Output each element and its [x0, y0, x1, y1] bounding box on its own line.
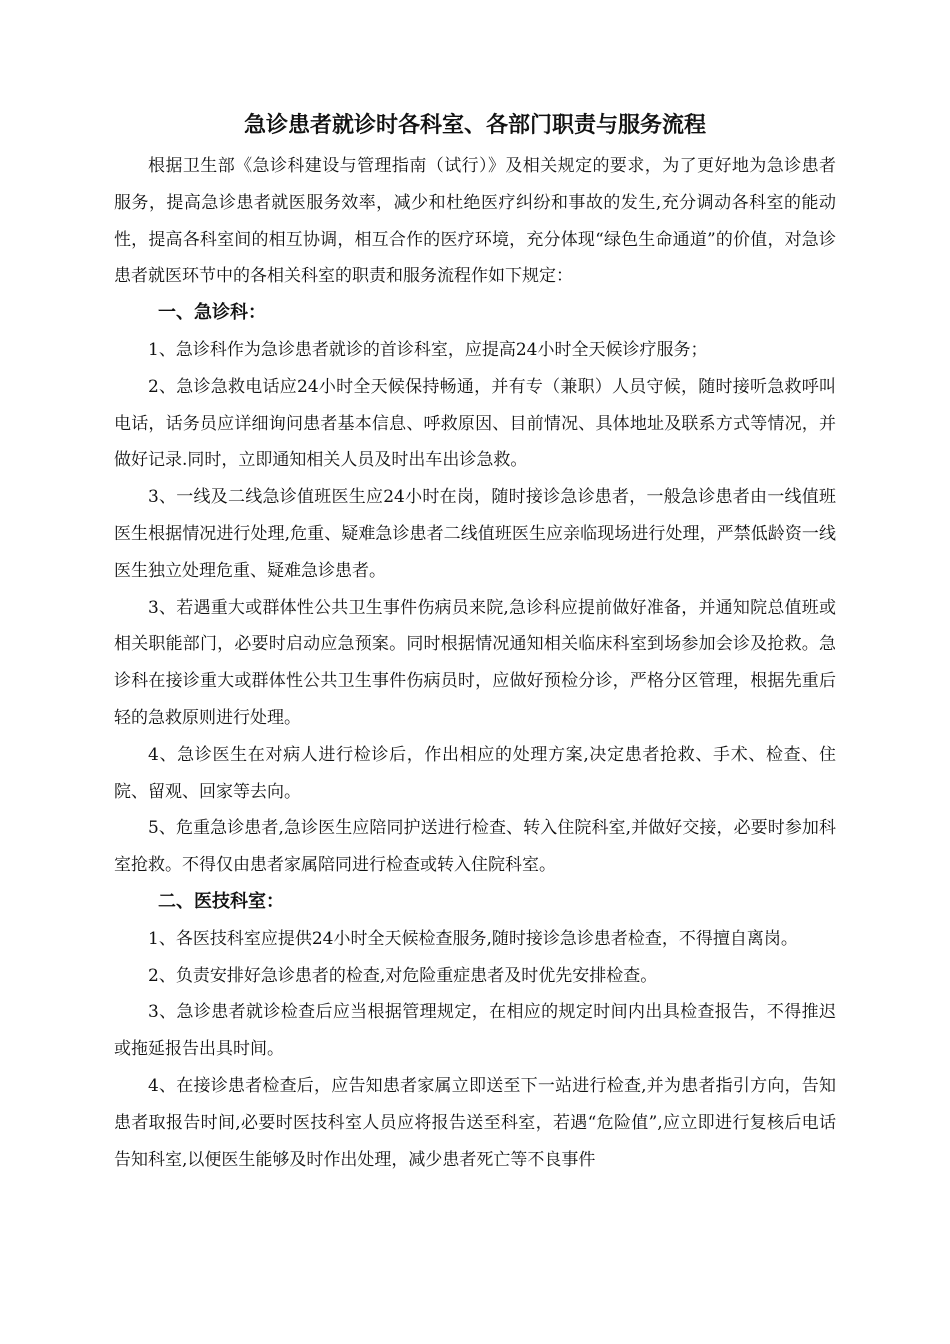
paragraph: 3、若遇重大或群体性公共卫生事件伤病员来院,急诊科应提前做好准备，并通知院总值班或相关职能部门，必要时启动应急预案。同时根据情况通知相关临床科室到场参加会诊及抢救。急诊科在接诊重大或群体性公共卫生事件伤病员时，应做好预检分诊，严格分区管理，根据先重后轻的急救原则进行处理。 [114, 597, 836, 728]
paragraph: 2、负责安排好急诊患者的检查,对危险重症患者及时优先安排检查。 [148, 965, 658, 986]
section-heading-emergency: 一、急诊科： [158, 302, 266, 324]
paragraph: 2、急诊急救电话应24小时全天候保持畅通，并有专（兼职）人员守候，随时接听急救呼叫电话，话务员应详细询问患者基本信息、呼救原因、目前情况、具体地址及联系方式等情况，并做好记录.同时，立即通知相关人员及时出车出诊急救。 [114, 376, 836, 471]
intro-paragraph: 根据卫生部《急诊科建设与管理指南（试行）》及相关规定的要求，为了更好地为急诊患者服务，提高急诊患者就医服务效率，减少和杜绝医疗纠纷和事故的发生,充分调动各科室的能动性，提高各科室间的相互协调，相互合作的医疗环境，充分体现“绿色生命通道”的价值，对急诊患者就医环节中的各相关科室的职责和服务流程作如下规定： [114, 156, 836, 287]
paragraph: 4、急诊医生在对病人进行检诊后，作出相应的处理方案,决定患者抢救、手术、检查、住院、留观、回家等去向。 [114, 744, 836, 802]
paragraph: 4、在接诊患者检查后，应告知患者家属立即送至下一站进行检查,并为患者指引方向，告知患者取报告时间,必要时医技科室人员应将报告送至科室，若遇“危险值”,应立即进行复核后电话告知科室,以便医生能够及时作出处理，减少患者死亡等不良事件 [114, 1075, 836, 1170]
paragraph: 1、各医技科室应提供24小时全天候检查服务,随时接诊急诊患者检查，不得擅自离岗。 [148, 928, 798, 949]
paragraph: 5、危重急诊患者,急诊医生应陪同护送进行检查、转入住院科室,并做好交接，必要时参加科室抢救。不得仅由患者家属陪同进行检查或转入住院科室。 [114, 818, 836, 876]
document-body [114, 148, 836, 1178]
section-heading-medical-tech: 二、医技科室： [158, 890, 284, 912]
paragraph: 1、急诊科作为急诊患者就诊的首诊科室，应提高24小时全天候诊疗服务； [148, 339, 708, 360]
document-title: 急诊患者就诊时各科室、各部门职责与服务流程 [243, 113, 706, 138]
paragraph: 3、一线及二线急诊值班医生应24小时在岗，随时接诊急诊患者，一般急诊患者由一线值班医生根据情况进行处理,危重、疑难急诊患者二线值班医生应亲临现场进行处理，严禁低龄资一线医生独立处理危重、疑难急诊患者。 [114, 487, 836, 581]
paragraph: 3、急诊患者就诊检查后应当根据管理规定，在相应的规定时间内出具检查报告，不得推迟或拖延报告出具时间。 [114, 1002, 836, 1060]
